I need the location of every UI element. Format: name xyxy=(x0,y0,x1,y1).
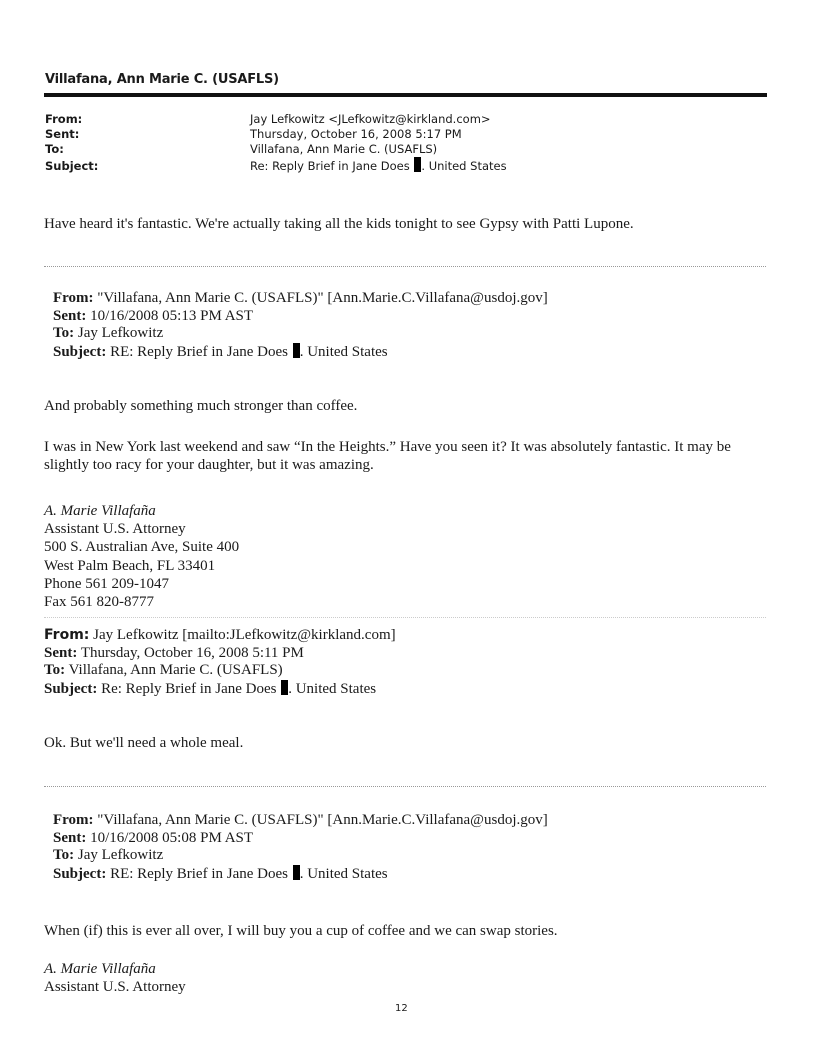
quoted-sent-value: 10/16/2008 05:13 PM AST xyxy=(90,307,254,324)
forwarded-from-row xyxy=(44,627,396,645)
header-subject-text-tail: . United States xyxy=(421,159,507,173)
forwarded-from-label: From: xyxy=(44,627,90,643)
quoted-to-label: To: xyxy=(53,325,75,342)
forwarded-to-label: To: xyxy=(44,662,66,679)
quoted-sent-row xyxy=(53,308,548,326)
forwarded-subject-row xyxy=(44,680,396,699)
forwarded-to-row xyxy=(44,662,396,680)
quoted-to-value: Jay Lefkowitz xyxy=(77,325,164,342)
quoted-header xyxy=(53,290,548,361)
quoted-to-row xyxy=(53,847,548,865)
signature-block xyxy=(44,502,239,611)
quoted-from-row xyxy=(53,812,548,830)
header-to-value: Villafana, Ann Marie C. (USAFLS) xyxy=(250,142,438,156)
quoted-subject-value: RE: Reply Brief in Jane Does xyxy=(110,343,288,360)
header-subject-value xyxy=(250,157,507,173)
forwarded-sent-label: Sent: xyxy=(44,644,78,661)
quoted-subject-tail: . United States xyxy=(299,865,388,882)
forwarded-subject-label: Subject: xyxy=(44,680,98,697)
forwarded-header xyxy=(44,627,396,698)
title-divider xyxy=(44,93,767,97)
signature-name: A. Marie Villafaña xyxy=(44,503,156,519)
header-sent-row xyxy=(45,127,765,141)
quoted-subject-value: RE: Reply Brief in Jane Does xyxy=(110,865,288,882)
header-to-row xyxy=(45,142,765,156)
header-from-value: Jay Lefkowitz <JLefkowitz@kirkland.com> xyxy=(250,112,491,126)
forwarded-sent-value: Thursday, October 16, 2008 5:11 PM xyxy=(80,644,304,661)
quoted-from-row xyxy=(53,290,548,308)
quoted-sent-value: 10/16/2008 05:08 PM AST xyxy=(90,829,254,846)
quoted-header xyxy=(53,812,548,883)
forwarded-subject-value: Re: Reply Brief in Jane Does xyxy=(101,680,277,697)
redaction-box xyxy=(293,865,300,880)
redaction-box xyxy=(293,343,300,358)
quoted-to-label: To: xyxy=(53,847,75,864)
signature-block xyxy=(44,960,186,996)
header-sent-label: Sent: xyxy=(45,127,80,141)
message-body: When (if) this is ever all over, I will buy you a cup of coffee and we can swap stories. xyxy=(44,923,558,939)
header-from-row xyxy=(45,112,765,126)
forwarded-to-value: Villafana, Ann Marie C. (USAFLS) xyxy=(68,662,283,679)
message-body: Ok. But we'll need a whole meal. xyxy=(44,735,244,751)
quoted-from-label: From: xyxy=(53,812,94,828)
header-to-label: To: xyxy=(45,142,64,156)
header-from-label: From: xyxy=(45,112,83,126)
signature-phone: Phone 561 209-1047 xyxy=(44,575,169,592)
header-subject-row xyxy=(45,157,765,173)
forwarded-from-value: Jay Lefkowitz [mailto:JLefkowitz@kirkland.com] xyxy=(93,627,396,643)
header-subject-text: Re: Reply Brief in Jane Does xyxy=(250,159,410,173)
signature-address-line1: 500 S. Australian Ave, Suite 400 xyxy=(44,539,240,556)
quoted-sent-label: Sent: xyxy=(53,307,87,324)
quoted-sent-row xyxy=(53,830,548,848)
signature-fax: Fax 561 820-8777 xyxy=(44,594,154,611)
header-subject-label: Subject: xyxy=(45,159,99,173)
quoted-from-value: "Villafana, Ann Marie C. (USAFLS)" [Ann.Marie.C.Villafana@usdoj.gov] xyxy=(97,812,548,828)
quote-divider xyxy=(44,786,766,787)
signature-title: Assistant U.S. Attorney xyxy=(44,979,186,996)
forward-divider xyxy=(44,617,766,618)
quoted-from-label: From: xyxy=(53,290,94,306)
quoted-subject-label: Subject: xyxy=(53,865,107,882)
quoted-sent-label: Sent: xyxy=(53,829,87,846)
message-body: I was in New York last weekend and saw “In the Heights.” Have you seen it? It was absolutely fantastic. It may be slightly too racy for your daughter, but it was amazing. xyxy=(44,439,731,473)
signature-address-line2: West Palm Beach, FL 33401 xyxy=(44,557,216,574)
quoted-subject-tail: . United States xyxy=(299,343,388,360)
quote-divider xyxy=(44,266,766,267)
quoted-subject-row xyxy=(53,343,548,362)
forwarded-sent-row xyxy=(44,645,396,663)
message-body: And probably something much stronger than coffee. xyxy=(44,398,358,414)
forwarded-subject-tail: . United States xyxy=(288,680,377,697)
header-sent-value: Thursday, October 16, 2008 5:17 PM xyxy=(250,127,462,141)
document-title: Villafana, Ann Marie C. (USAFLS) xyxy=(45,72,279,87)
quoted-subject-label: Subject: xyxy=(53,343,107,360)
quoted-to-value: Jay Lefkowitz xyxy=(77,847,164,864)
signature-name: A. Marie Villafaña xyxy=(44,961,156,977)
quoted-from-value: "Villafana, Ann Marie C. (USAFLS)" [Ann.Marie.C.Villafana@usdoj.gov] xyxy=(97,290,548,306)
page-number: 12 xyxy=(395,1003,408,1014)
quoted-to-row xyxy=(53,325,548,343)
signature-title: Assistant U.S. Attorney xyxy=(44,521,186,538)
quoted-subject-row xyxy=(53,865,548,884)
message-body: Have heard it's fantastic. We're actually taking all the kids tonight to see Gypsy with Patti Lupone. xyxy=(44,216,634,232)
